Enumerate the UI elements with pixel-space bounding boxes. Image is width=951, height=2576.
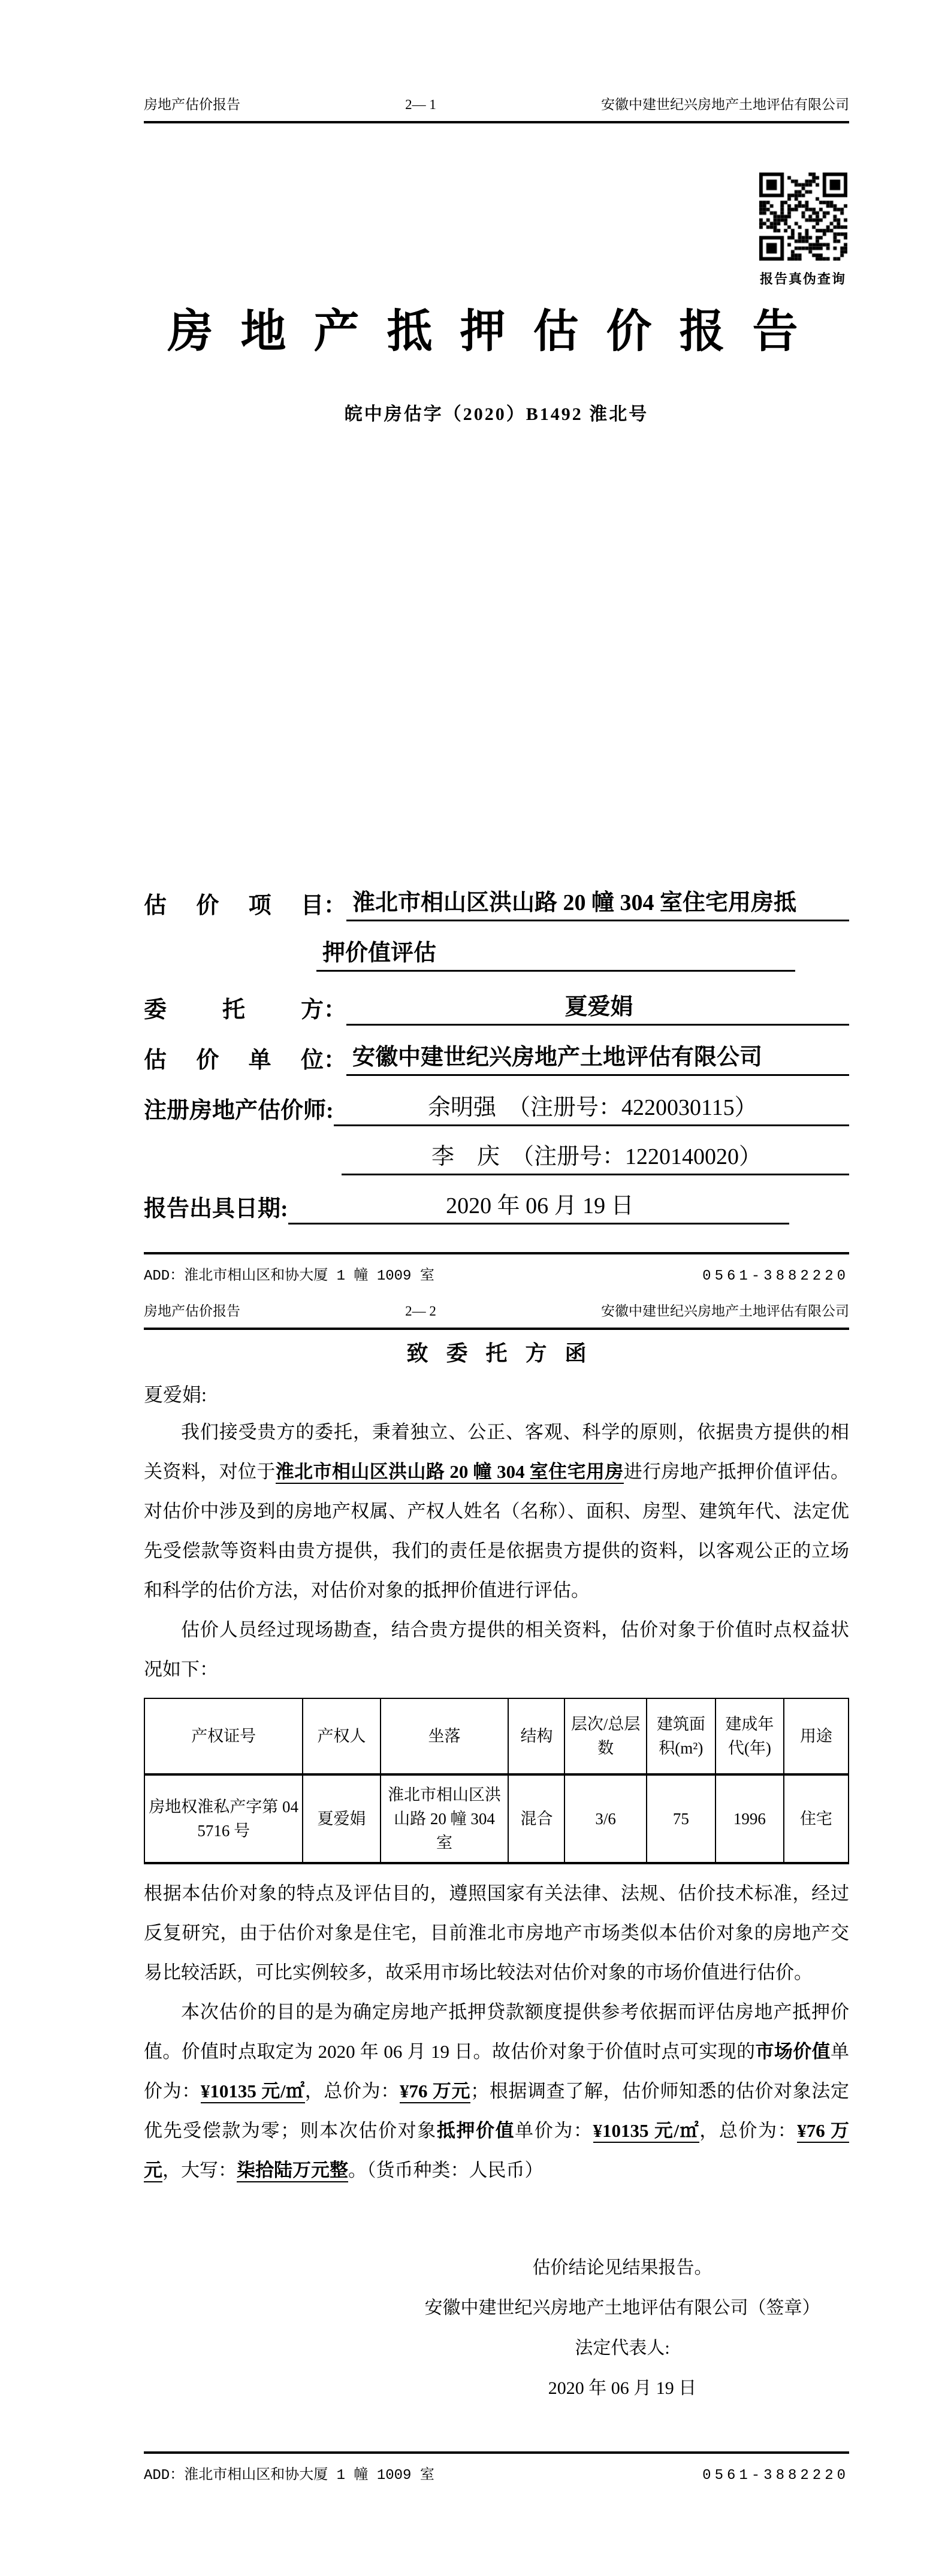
header-company-name: 安徽中建世纪兴房地产土地评估有限公司 bbox=[601, 97, 849, 112]
text-segment: 单价为： bbox=[515, 2120, 593, 2141]
header-rule bbox=[144, 1328, 849, 1330]
appraiser-label: 注册房地产估价师: bbox=[144, 1098, 334, 1123]
appraiser1-value: 余明强 （注册号：4220030115） bbox=[334, 1092, 849, 1126]
emphasized-text: ¥10135 元/㎡ bbox=[201, 2081, 305, 2103]
paragraph-4 bbox=[144, 1993, 849, 2190]
footer-phone: 0561-3882220 bbox=[702, 2468, 849, 2484]
col-certificate-no: 产权证号 bbox=[144, 1698, 303, 1774]
emphasized-text: 淮北市相山区洪山路 20 幢 304 室住宅用房 bbox=[276, 1461, 624, 1484]
qr-caption: 报告真伪查询 bbox=[759, 271, 846, 286]
letter-heading: 致委托方函 bbox=[406, 1341, 605, 1365]
project-label: 估价项目 bbox=[144, 893, 324, 918]
closing-legal-representative: 法定代表人: bbox=[575, 2338, 670, 2358]
col-floor: 层次/总层数 bbox=[564, 1698, 646, 1774]
agency-label: 估价单位 bbox=[144, 1048, 324, 1073]
emphasized-text: 市场价值 bbox=[755, 2041, 831, 2062]
cell-owner: 夏爱娟 bbox=[303, 1774, 380, 1863]
col-year-built: 建成年代(年) bbox=[715, 1698, 784, 1774]
emphasized-text: ¥76 万元 bbox=[400, 2081, 470, 2103]
closing-date: 2020 年 06 月 19 日 bbox=[548, 2378, 697, 2398]
col-area: 建筑面积(m²) bbox=[647, 1698, 715, 1774]
issue-date-value: 2020 年 06 月 19 日 bbox=[288, 1190, 789, 1224]
header-doc-type: 房地产估价报告 bbox=[144, 97, 240, 112]
page2-header bbox=[144, 1302, 849, 1320]
text-segment: 单价为： bbox=[144, 2041, 850, 2102]
issue-date-label: 报告出具日期: bbox=[144, 1196, 288, 1222]
closing-conclusion-note: 估价结论见结果报告。 bbox=[532, 2258, 713, 2278]
text-segment: ，总价为： bbox=[304, 2081, 400, 2102]
project-value-line1: 淮北市相山区洪山路 20 幢 304 室住宅用房抵 bbox=[346, 887, 849, 921]
text-segment: ，大写： bbox=[162, 2160, 237, 2181]
emphasized-text: 柒拾陆万元整 bbox=[237, 2160, 348, 2182]
text-segment: 。（货币种类：人民币） bbox=[348, 2160, 544, 2181]
project-field-row-continued bbox=[144, 938, 849, 972]
issue-date-field-row bbox=[144, 1191, 849, 1224]
header-rule bbox=[144, 121, 849, 123]
page1-footer bbox=[144, 1263, 849, 1284]
letter-body bbox=[144, 1338, 849, 2408]
agency-colon: ： bbox=[324, 1048, 347, 1073]
qr-code-icon bbox=[759, 173, 847, 261]
page1-footer-rule bbox=[144, 1252, 849, 1254]
qr-block bbox=[756, 173, 850, 288]
agency-field-row bbox=[144, 1042, 849, 1076]
text-segment: 本次估价的目的是为确定房地产抵押贷款额度提供参考依据而评估房地产抵押价值。价值时点取定为 2020 年 06 月 19 日。故估价对象于价值时点可实现的 bbox=[144, 2001, 849, 2062]
appraiser2-value: 李 庆 （注册号：1220140020） bbox=[342, 1141, 849, 1175]
col-structure: 结构 bbox=[508, 1698, 564, 1774]
text-segment: 进行房地产抵押价值评估。对估价中涉及到的房地产权属、产权人姓名（名称）、面积、房型、建筑年代、法定优先受偿款等资料由贵方提供，我们的责任是依据贵方提供的资料，以客观公正的立场和科学的估价方法，对估价对象的抵押价值进行评估。 bbox=[144, 1461, 850, 1601]
project-value-line2: 押价值评估 bbox=[316, 938, 795, 972]
emphasized-text: ¥10135 元/㎡ bbox=[593, 2120, 700, 2143]
col-location: 坐落 bbox=[381, 1698, 509, 1774]
report-number: 皖中房估字（2020）B1492 淮北号 bbox=[344, 404, 649, 424]
closing-block bbox=[396, 2248, 849, 2408]
header-page-number: 2— 1 bbox=[405, 97, 436, 112]
project-colon: ： bbox=[324, 893, 347, 918]
table-header-row bbox=[144, 1698, 849, 1774]
table-row bbox=[144, 1774, 849, 1863]
col-owner: 产权人 bbox=[303, 1698, 380, 1774]
agency-value: 安徽中建世纪兴房地产土地评估有限公司 bbox=[346, 1042, 849, 1076]
paragraph-3: 根据本估价对象的特点及评估目的，遵照国家有关法律、法规、估价技术标准，经过反复研究，由于估价对象是住宅，目前淮北市房地产市场类似本估价对象的房地产交易比较活跃，可比实例较多，故采用市场比较法对估价对象的市场价值进行估价。 bbox=[144, 1883, 849, 1983]
salutation: 夏爱娟: bbox=[144, 1384, 207, 1405]
project-field-row bbox=[144, 888, 849, 921]
client-field-row bbox=[144, 992, 849, 1026]
header-company-name: 安徽中建世纪兴房地产土地评估有限公司 bbox=[601, 1304, 849, 1319]
paragraph-1 bbox=[144, 1413, 849, 1610]
page1-header bbox=[144, 96, 849, 114]
text-segment: 我们接受贵方的委托，秉着独立、公正、客观、科学的原则，依据贵方提供的相关资料，对位于 bbox=[144, 1422, 849, 1482]
client-colon: ： bbox=[324, 997, 347, 1023]
emphasized-text: 抵押价值 bbox=[436, 2120, 515, 2141]
appraiser-field-row-2 bbox=[144, 1142, 849, 1175]
header-page-number: 2— 2 bbox=[405, 1304, 436, 1319]
footer-address: ADD：淮北市相山区和协大厦 1 幢 1009 室 bbox=[144, 2468, 434, 2484]
text-segment: ，总价为： bbox=[699, 2120, 798, 2141]
appraiser-field-row bbox=[144, 1093, 849, 1126]
text-segment: ；根据调查了解，估价师知悉的估价对象法定优先受偿款为零；则本次估价对象 bbox=[144, 2081, 850, 2141]
paragraph-2: 估价人员经过现场勘查，结合贵方提供的相关资料，估价对象于价值时点权益状况如下： bbox=[144, 1619, 849, 1680]
emphasized-text: ¥76 万元 bbox=[144, 2120, 849, 2182]
cell-certificate-no: 房地权淮私产字第 045716 号 bbox=[144, 1774, 303, 1863]
client-value: 夏爱娟 bbox=[346, 991, 849, 1026]
cell-year-built: 1996 bbox=[715, 1774, 784, 1863]
client-label: 委托方 bbox=[144, 997, 324, 1023]
col-use: 用途 bbox=[784, 1698, 849, 1774]
cell-structure: 混合 bbox=[508, 1774, 564, 1863]
footer-phone: 0561-3882220 bbox=[702, 1268, 849, 1284]
property-rights-table bbox=[144, 1698, 849, 1864]
report-title: 房地产抵押估价报告 bbox=[167, 307, 826, 357]
cell-floor: 3/6 bbox=[564, 1774, 646, 1863]
header-doc-type: 房地产估价报告 bbox=[144, 1304, 240, 1319]
page2-footer bbox=[144, 2462, 849, 2484]
cell-use: 住宅 bbox=[784, 1774, 849, 1863]
footer-address: ADD：淮北市相山区和协大厦 1 幢 1009 室 bbox=[144, 1268, 434, 1284]
cell-area: 75 bbox=[647, 1774, 715, 1863]
closing-company-seal-line: 安徽中建世纪兴房地产土地评估有限公司（签章） bbox=[424, 2298, 820, 2318]
page2-footer-rule bbox=[144, 2451, 849, 2454]
cell-location: 淮北市相山区洪山路 20 幢 304 室 bbox=[381, 1774, 509, 1863]
